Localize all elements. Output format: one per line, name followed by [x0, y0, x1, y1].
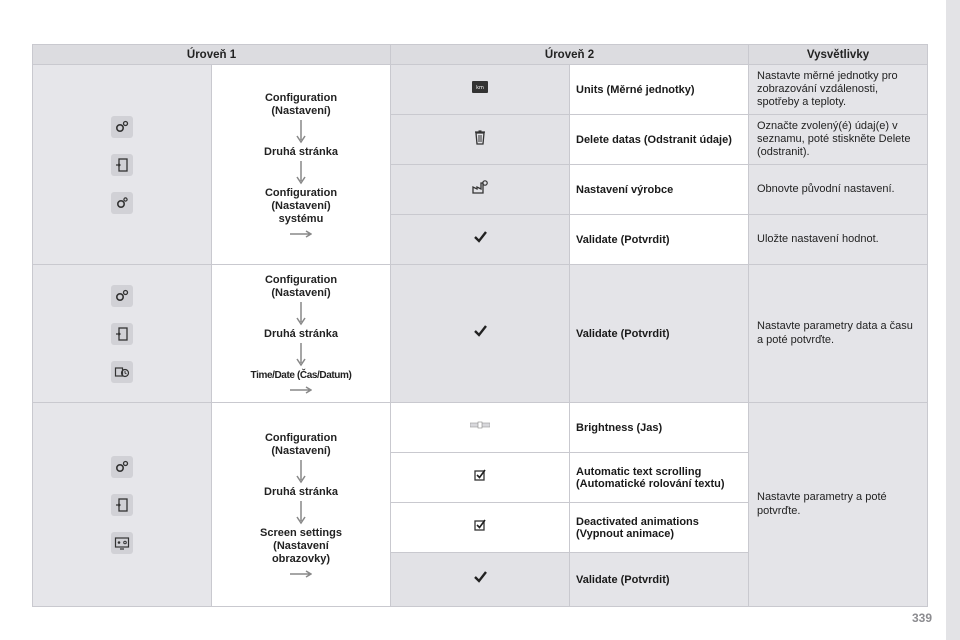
checkmark-icon: [391, 215, 570, 265]
checkbox-icon: [391, 453, 570, 503]
factory-reset-icon: [391, 165, 570, 215]
group3-level1-path: [212, 403, 391, 607]
group2-level1-path: [212, 265, 391, 403]
level1-step2: Druhá stránka: [264, 485, 338, 498]
gear-small-icon: [111, 192, 133, 214]
level1-step3: Configuration (Nastavení) systému: [264, 186, 338, 225]
row-label: Validate (Potvrdit): [570, 265, 749, 403]
row-explanation: Obnovte původní nastavení.: [749, 165, 928, 215]
checkbox-icon: [391, 503, 570, 553]
group3-icon-column: [33, 403, 212, 607]
arrow-right-icon: [290, 570, 312, 578]
settings-menu-table: [32, 44, 928, 607]
arrow-down-icon: [296, 501, 306, 525]
level1-step1: Configuration (Nastavení): [264, 273, 338, 299]
svg-text:km: km: [476, 85, 484, 91]
header-level1: Úroveň 1: [33, 45, 391, 65]
group1-level1-path: [212, 65, 391, 265]
row-explanation: Označte zvolený(é) údaj(e) v seznamu, poté stiskněte Delete (odstranit).: [749, 115, 928, 165]
arrow-down-icon: [296, 343, 306, 367]
arrow-down-icon: [296, 302, 306, 326]
page-icon: [111, 154, 133, 176]
level1-step3: Time/Date (Čas/Datum): [250, 369, 352, 381]
level1-step2: Druhá stránka: [264, 145, 338, 158]
table-header-row: [33, 45, 928, 65]
page-edge-strip: [946, 0, 960, 640]
group1-icon-column: [33, 65, 212, 265]
table-row: [33, 403, 928, 453]
level1-step1: Configuration (Nastavení): [264, 431, 338, 457]
arrow-down-icon: [296, 460, 306, 484]
checkmark-icon: [391, 553, 570, 607]
arrow-right-icon: [290, 230, 312, 238]
row-explanation: Uložte nastavení hodnot.: [749, 215, 928, 265]
row-explanation: Nastavte měrné jednotky pro zobrazování vzdálenosti, spotřeby a teploty.: [749, 65, 928, 115]
arrow-right-icon: [290, 386, 312, 394]
gear-icon: [111, 456, 133, 478]
row-label: Validate (Potvrdit): [570, 553, 749, 607]
group3-explanation: Nastavte parametry a poté potvrďte.: [749, 403, 928, 607]
arrow-down-icon: [296, 161, 306, 185]
row-label: Automatic text scrolling (Automatické rolování textu): [570, 453, 749, 503]
row-label: Units (Měrné jednotky): [570, 65, 749, 115]
page-icon: [111, 323, 133, 345]
checkmark-icon: [391, 265, 570, 403]
level1-step1: Configuration (Nastavení): [264, 91, 338, 117]
trash-icon: [391, 115, 570, 165]
row-label: Delete datas (Odstranit údaje): [570, 115, 749, 165]
row-label: Nastavení výrobce: [570, 165, 749, 215]
row-label: Validate (Potvrdit): [570, 215, 749, 265]
gear-icon: [111, 285, 133, 307]
header-explanation: Vysvětlivky: [749, 45, 928, 65]
units-icon: [391, 65, 570, 115]
table-row: [33, 265, 928, 403]
clock-calendar-icon: [111, 361, 133, 383]
group2-icon-column: [33, 265, 212, 403]
page-icon: [111, 494, 133, 516]
brightness-slider-icon: [391, 403, 570, 453]
row-explanation: Nastavte parametry data a času a poté potvrďte.: [749, 265, 928, 403]
table-row: [33, 65, 928, 115]
level1-step2: Druhá stránka: [264, 327, 338, 340]
arrow-down-icon: [296, 120, 306, 144]
page-number: 339: [912, 611, 933, 625]
row-label: Brightness (Jas): [570, 403, 749, 453]
header-level2: Úroveň 2: [391, 45, 749, 65]
level1-step3: Screen settings (Nastavení obrazovky): [260, 526, 342, 565]
gear-icon: [111, 116, 133, 138]
screen-icon: [111, 532, 133, 554]
row-label: Deactivated animations (Vypnout animace): [570, 503, 749, 553]
